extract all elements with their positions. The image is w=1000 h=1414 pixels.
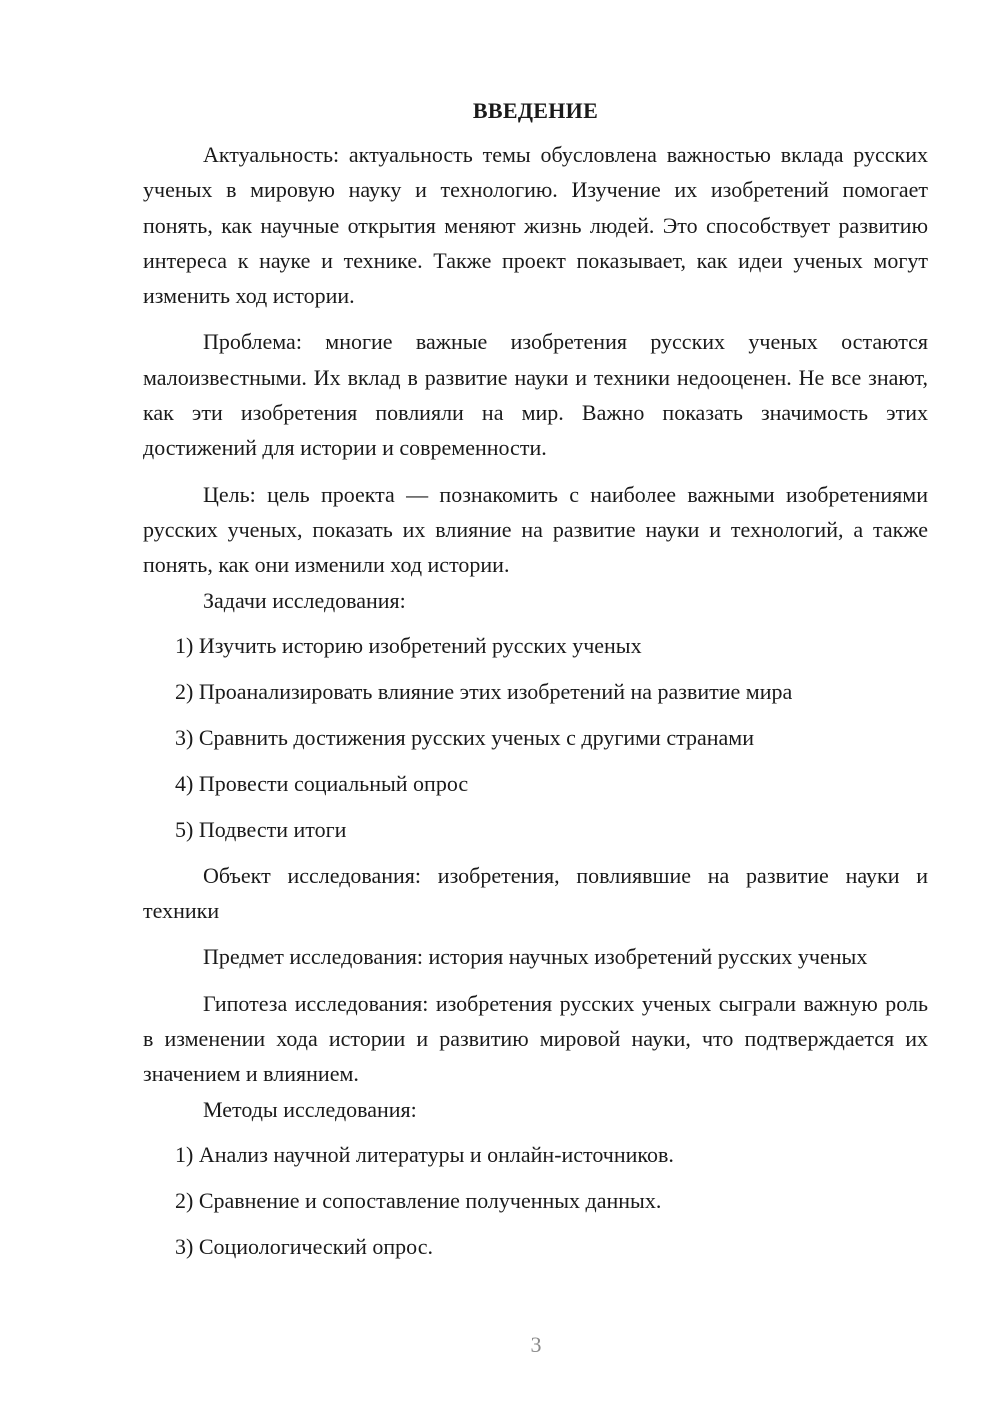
subject-paragraph: Предмет исследования: история научных изобретений русских ученых <box>203 944 868 970</box>
method-item: 2) Сравнение и сопоставление полученных данных. <box>175 1188 662 1214</box>
methods-list <box>143 1137 928 1264</box>
relevance-paragraph: Актуальность: актуальность темы обусловлена важностью вклада русских ученых в мировую науку и технологию. Изучение их изобретений помогает понять, как научные открытия меняют жизнь людей. Это способствует развитию интереса к науке и технике. Также проект показывает, как идеи ученых могут изменить ход истории. <box>143 142 928 309</box>
tasks-heading: Задачи исследования: <box>203 587 406 613</box>
hypothesis-paragraph: Гипотеза исследования: изобретения русских ученых сыграли важную роль в изменении хода истории и развитию мировой науки, что подтверждается их значением и влиянием. <box>143 990 928 1087</box>
tasks-list <box>143 628 928 846</box>
task-item: 3) Сравнить достижения русских ученых с другими странами <box>175 724 754 750</box>
problem-paragraph: Проблема: многие важные изобретения русских ученых остаются малоизвестными. Их вклад в развитие науки и техники недооценен. Не все знают, как эти изобретения повлияли на мир. Важно показать значимость этих достижений для истории и современности. <box>143 329 928 461</box>
method-item: 1) Анализ научной литературы и онлайн-источников. <box>175 1142 674 1168</box>
task-item: 4) Провести социальный опрос <box>175 770 469 796</box>
methods-heading: Методы исследования: <box>203 1096 417 1122</box>
page-content <box>143 96 928 1264</box>
task-item: 1) Изучить историю изобретений русских ученых <box>175 633 642 659</box>
section-title: ВВЕДЕНИЕ <box>472 98 599 123</box>
goal-paragraph: Цель: цель проекта — познакомить с наиболее важными изобретениями русских ученых, показать их влияние на развитие науки и технологий, а также понять, как они изменили ход истории. <box>143 481 928 578</box>
method-item: 3) Социологический опрос. <box>175 1234 433 1260</box>
task-item: 2) Проанализировать влияние этих изобретений на развитие мира <box>175 679 793 705</box>
object-paragraph: Объект исследования: изобретения, повлиявшие на развитие науки и техники <box>143 862 928 924</box>
task-item: 5) Подвести итоги <box>175 816 347 842</box>
page-number: 3 <box>530 1332 542 1357</box>
